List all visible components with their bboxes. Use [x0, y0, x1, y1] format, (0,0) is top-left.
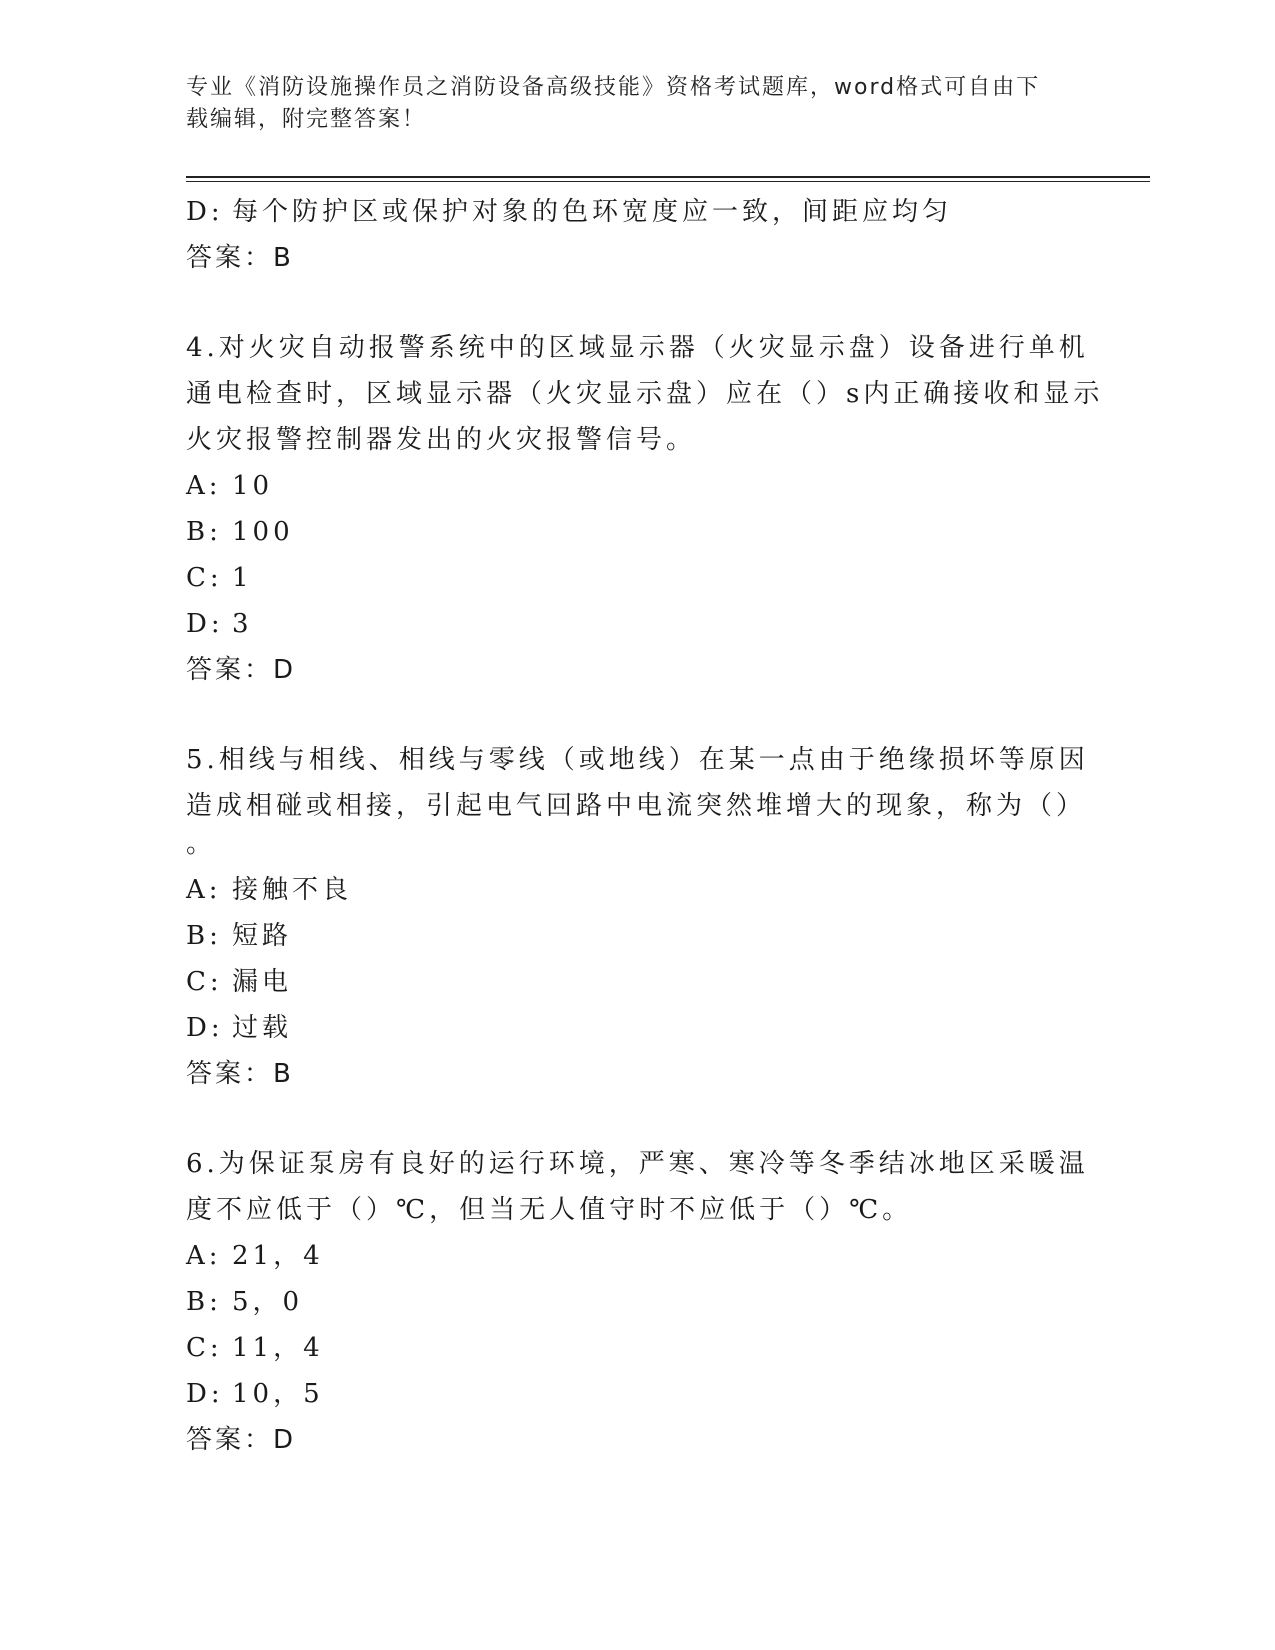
- option-label: D:: [186, 197, 224, 227]
- option-text: 1: [232, 563, 253, 593]
- question-gap: [186, 693, 1086, 737]
- option-label: B:: [186, 1287, 222, 1317]
- option-label: D:: [186, 609, 224, 639]
- option-b: [186, 1279, 1086, 1325]
- header-line-1: 专业《消防设施操作员之消防设备高级技能》资格考试题库，word格式可自由下: [186, 75, 1041, 100]
- stem-line: 。: [186, 829, 217, 859]
- option-text: 每个防护区或保护对象的色环宽度应一致，间距应均匀: [232, 197, 953, 227]
- question-gap: [186, 281, 1086, 325]
- option-a: [186, 867, 1086, 913]
- option-label: A:: [186, 1241, 222, 1271]
- option-d: [186, 1005, 1086, 1051]
- prev-answer: 答案：B: [186, 243, 294, 273]
- option-text: 漏电: [232, 967, 293, 997]
- option-text: 21，4: [232, 1241, 324, 1271]
- stem-line: 造成相碰或相接，引起电气回路中电流突然堆增大的现象，称为（）: [186, 791, 1087, 821]
- document-header: [186, 72, 1086, 136]
- option-text: 5，0: [232, 1287, 304, 1317]
- option-b: [186, 913, 1086, 959]
- stem-line: 4.对火灾自动报警系统中的区域显示器（火灾显示盘）设备进行单机: [186, 333, 1089, 363]
- option-label: D:: [186, 1379, 224, 1409]
- question-stem: [186, 1141, 1089, 1233]
- stem-line: 5.相线与相线、相线与零线（或地线）在某一点由于绝缘损坏等原因: [186, 745, 1089, 775]
- option-text: 接触不良: [232, 875, 353, 905]
- stem-line: 6.为保证泵房有良好的运行环境，严寒、寒冷等冬季结冰地区采暖温: [186, 1149, 1089, 1179]
- option-label: C:: [186, 563, 223, 593]
- question-6: [186, 1141, 1089, 1463]
- option-text: 10，5: [232, 1379, 324, 1409]
- option-label: A:: [186, 471, 222, 501]
- option-label: B:: [186, 921, 222, 951]
- option-a: [186, 1233, 1086, 1279]
- option-c: [186, 959, 1086, 1005]
- option-text: 11，4: [232, 1333, 324, 1363]
- question-gap: [186, 1097, 1086, 1141]
- option-b: [186, 509, 1086, 555]
- answer: 答案：B: [186, 1059, 294, 1089]
- option-d: [186, 1371, 1086, 1417]
- question-4: [186, 325, 1104, 693]
- option-label: A:: [186, 875, 222, 905]
- answer: 答案：D: [186, 1425, 297, 1455]
- question-stem: [186, 325, 1104, 463]
- header-divider-thick: [186, 176, 1150, 178]
- option-label: C:: [186, 967, 223, 997]
- option-c: [186, 1325, 1086, 1371]
- option-text: 3: [232, 609, 253, 639]
- option-text: 100: [232, 517, 294, 547]
- question-stem: [186, 737, 1089, 867]
- option-c: [186, 555, 1086, 601]
- header-line-2: 载编辑，附完整答案！: [186, 107, 427, 132]
- stem-line: 火灾报警控制器发出的火灾报警信号。: [186, 425, 697, 455]
- stem-line: 通电检查时，区域显示器（火灾显示盘）应在（）s内正确接收和显示: [186, 379, 1104, 409]
- option-a: [186, 463, 1086, 509]
- option-d: [186, 601, 1086, 647]
- option-text: 短路: [232, 921, 293, 951]
- option-label: C:: [186, 1333, 223, 1363]
- header-divider-thin: [186, 181, 1150, 182]
- question-5: [186, 737, 1089, 1097]
- stem-line: 度不应低于（）℃，但当无人值守时不应低于（）℃。: [186, 1195, 913, 1225]
- question-list: [186, 189, 1104, 1463]
- answer: 答案：D: [186, 655, 297, 685]
- option-label: B:: [186, 517, 222, 547]
- option-text: 过载: [232, 1013, 293, 1043]
- option-label: D:: [186, 1013, 224, 1043]
- option-text: 10: [232, 471, 274, 501]
- prev-option-d: [186, 189, 1086, 235]
